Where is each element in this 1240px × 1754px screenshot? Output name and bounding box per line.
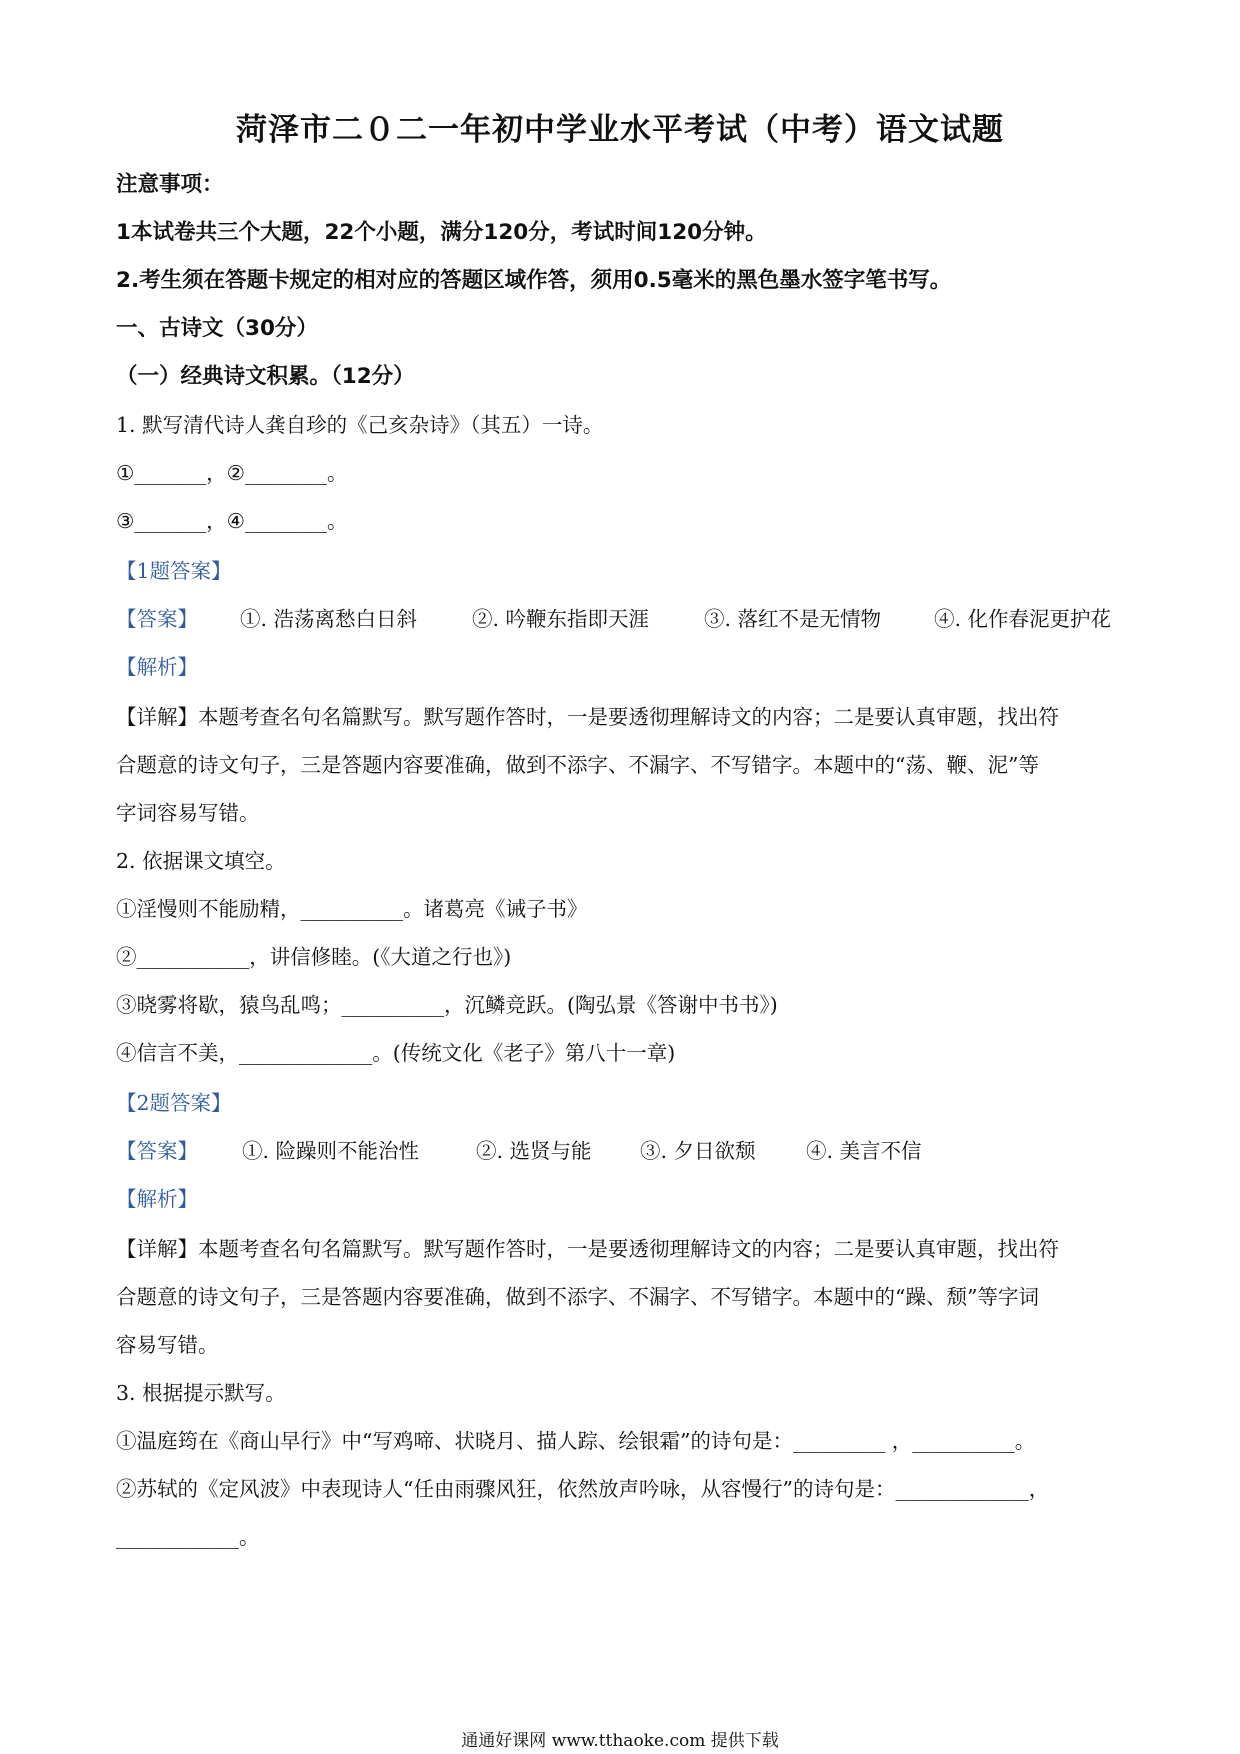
notes-item-1: 1本试卷共三个大题，22个小题，满分120分，考试时间120分钟。 (116, 220, 767, 245)
page-footer: 通通好课网 www.tthaoke.com 提供下载 (461, 1731, 779, 1751)
notes-heading: 注意事项： (116, 172, 224, 197)
q3-stem: 3. 根据提示默写。 (116, 1381, 286, 1405)
q3-line-2: ②苏轼的《定风波》中表现诗人“任由雨骤风狂，依然放声吟咏，从容慢行”的诗句是：_____________， (116, 1477, 1050, 1501)
q1-answer-2: ②. 吟鞭东指即天涯 (472, 607, 650, 631)
q2-detail-line-1: 【详解】本题考查名句名篇默写。默写题作答时，一是要透彻理解诗文的内容；二是要认真审题，找出符 (116, 1237, 1059, 1261)
q1-answer-label: 【答案】 (116, 607, 198, 631)
q2-answer-1: ①. 险躁则不能治性 (242, 1139, 420, 1163)
section-1-sub-heading: （一）经典诗文积累。（12分） (116, 364, 415, 389)
q1-answer-3: ③. 落红不是无情物 (704, 607, 882, 631)
q2-answer-3: ③. 夕日欲颓 (640, 1139, 756, 1163)
q2-line-1: ①淫慢则不能励精，__________。诸葛亮《诫子书》 (116, 897, 588, 921)
q3-line-1: ①温庭筠在《商山早行》中“写鸡啼、状晓月、描人踪、绘银霜”的诗句是：_________ ，__________。 (116, 1429, 1036, 1453)
q2-stem: 2. 依据课文填空。 (116, 849, 286, 873)
q1-blank-line-1: ①_______，②________。 (116, 461, 348, 485)
q3-line-3: ____________。 (116, 1525, 260, 1549)
q2-answer-2: ②. 选贤与能 (476, 1139, 592, 1163)
q2-line-3: ③晓雾将歇，猿鸟乱鸣；__________，沉鳞竞跃。(陶弘景《答谢中书书》) (116, 993, 778, 1017)
q2-detail-line-3: 容易写错。 (116, 1333, 219, 1357)
q1-detail-line-2: 合题意的诗文句子，三是答题内容要准确，做到不添字、不漏字、不写错字。本题中的“荡、鞭、泥”等 (116, 753, 1039, 777)
q1-analysis-tag: 【解析】 (116, 655, 198, 679)
q1-answer-tag: 【1题答案】 (116, 559, 232, 583)
q2-answer-4: ④. 美言不信 (806, 1139, 922, 1163)
page-title: 菏泽市二０二一年初中学业水平考试（中考）语文试题 (236, 112, 1004, 148)
q1-stem: 1. 默写清代诗人龚自珍的《己亥杂诗》（其五）一诗。 (116, 413, 604, 437)
q1-answer-4: ④. 化作春泥更护花 (934, 607, 1112, 631)
q1-answer-1: ①. 浩荡离愁白日斜 (240, 607, 418, 631)
q2-analysis-tag: 【解析】 (116, 1187, 198, 1211)
q2-line-4: ④信言不美，_____________。(传统文化《老子》第八十一章) (116, 1041, 676, 1065)
q2-line-2: ②___________，讲信修睦。(《大道之行也》) (116, 945, 512, 969)
q2-answer-label: 【答案】 (116, 1139, 198, 1163)
q1-blank-line-2: ③_______，④________。 (116, 509, 348, 533)
section-1-heading: 一、古诗文（30分） (116, 316, 318, 341)
q1-detail-line-3: 字词容易写错。 (116, 801, 260, 825)
q2-answer-tag: 【2题答案】 (116, 1091, 232, 1115)
q2-detail-line-2: 合题意的诗文句子，三是答题内容要准确，做到不添字、不漏字、不写错字。本题中的“躁、颓”等字词 (116, 1285, 1039, 1309)
notes-item-2: 2.考生须在答题卡规定的相对应的答题区域作答，须用0.5毫米的黑色墨水签字笔书写。 (116, 268, 952, 293)
q1-detail-line-1: 【详解】本题考查名句名篇默写。默写题作答时，一是要透彻理解诗文的内容；二是要认真审题，找出符 (116, 705, 1059, 729)
